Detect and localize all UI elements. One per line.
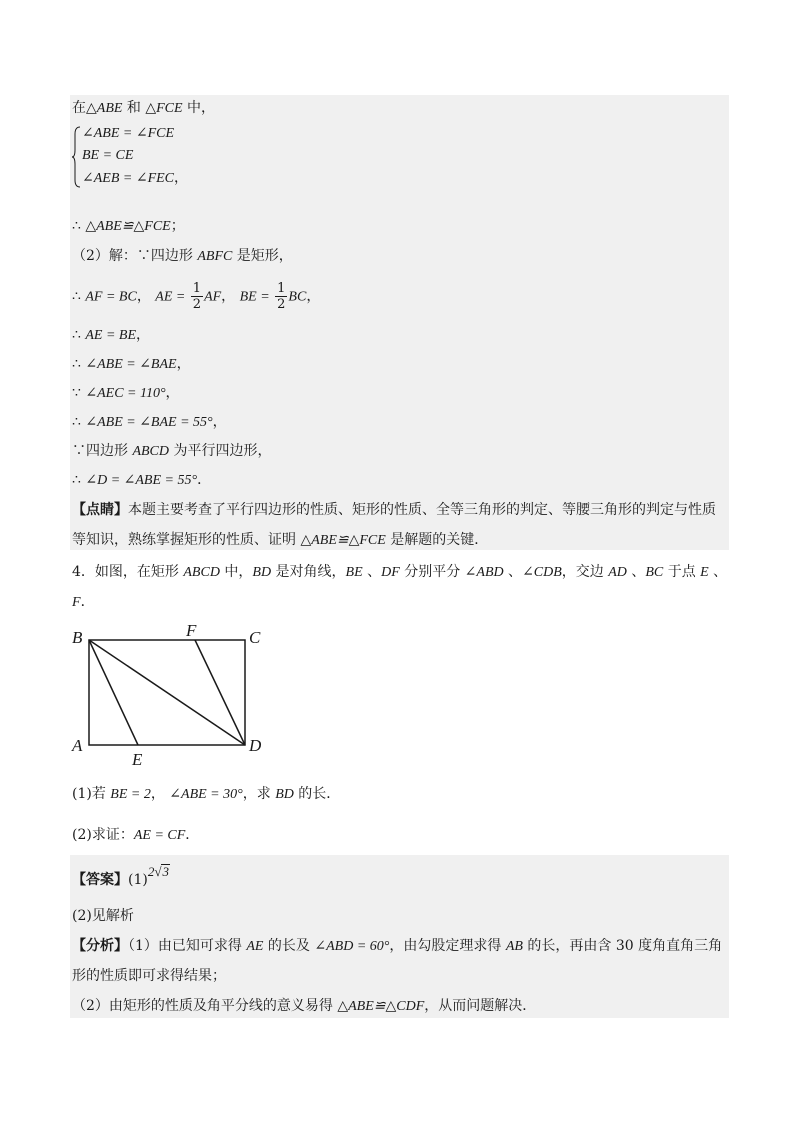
fraction-half-2: $\frac{1}{2}$ bbox=[277, 281, 286, 312]
label-e: E bbox=[132, 750, 143, 769]
label-c: C bbox=[249, 628, 261, 647]
answer-line: 【答案】(1)2√3 bbox=[72, 864, 169, 888]
question-1: (1)若 BE = 2， ∠ABE = 30°，求 BD 的长． bbox=[72, 786, 341, 802]
label-d: D bbox=[249, 736, 262, 755]
congruent-line: ∴ △ABE≌△FCE； bbox=[72, 218, 185, 234]
fraction-half-1: $\frac{1}{2}$ bbox=[192, 281, 202, 312]
analysis-line-3: （2）由矩形的性质及角平分线的意义易得 △ABE≌△CDF，从而问题解决． bbox=[72, 998, 537, 1014]
triangle-abe: △ABE bbox=[86, 101, 123, 116]
part2-line: （2）解：∵四边形 ABFC 是矩形， bbox=[72, 248, 293, 264]
answer-value: 2√3 bbox=[147, 864, 169, 879]
problem4-line-2: F． bbox=[72, 594, 95, 610]
question-2: (2)求证：AE = CF． bbox=[72, 827, 200, 843]
system-eq-3: ∠AEB = ∠FEC， bbox=[82, 170, 189, 186]
label-f: F bbox=[186, 621, 197, 640]
step-55-line: ∴ ∠ABE = ∠BAE = 55°， bbox=[72, 414, 227, 430]
triangle-fce: △FCE bbox=[145, 101, 183, 116]
step-ae-be-line: ∴ AE = BE， bbox=[72, 327, 151, 343]
system-brace bbox=[72, 126, 82, 188]
label-b: B bbox=[72, 628, 83, 647]
step-angles-line: ∴ ∠ABE = ∠BAE， bbox=[72, 356, 191, 372]
step-parallelogram-line: ∵四边形 ABCD 为平行四边形， bbox=[72, 443, 272, 459]
analysis-line-2: 形的性质即可求得结果； bbox=[72, 968, 226, 984]
answer-2-line: (2)见解析 bbox=[72, 908, 134, 924]
system-eq-1: ∠ABE = ∠FCE bbox=[82, 126, 175, 141]
system-eq-2: BE = CE bbox=[82, 148, 134, 163]
segment-df bbox=[195, 640, 245, 745]
comment-line-2: 等知识，熟练掌握矩形的性质、证明 △ABE≌△FCE 是解题的关键． bbox=[72, 532, 489, 548]
comment-line-1: 【点睛】本题主要考查了平行四边形的性质、矩形的性质、全等三角形的判定、等腰三角形的判定与性质 bbox=[72, 502, 716, 518]
step-aec-line: ∵ ∠AEC = 110°， bbox=[72, 385, 180, 401]
rectangle-figure bbox=[64, 620, 274, 770]
analysis-line-1: 【分析】（1）由已知可求得 AE 的长及 ∠ABD = 60°，由勾股定理求得 AB 的长，再由含 30 度角直角三角 bbox=[72, 938, 723, 954]
problem4-line-1: 4．如图，在矩形 ABCD 中，BD 是对角线，BE 、DF 分别平分 ∠ABD 、∠CDB，交边 AD 、BC 于点 E 、 bbox=[72, 564, 728, 580]
diagonal-bd bbox=[89, 640, 245, 745]
label-a: A bbox=[72, 736, 83, 755]
solution-intro: 在△ABE 和 △FCE 中， bbox=[72, 100, 215, 116]
step-af-line: ∴ AF = BC， AE = $\frac{1}{2}$ AF， BE = $\frac{1}{2}$ BC， bbox=[72, 281, 321, 312]
step-d-line: ∴ ∠D = ∠ABE = 55°． bbox=[72, 472, 212, 488]
